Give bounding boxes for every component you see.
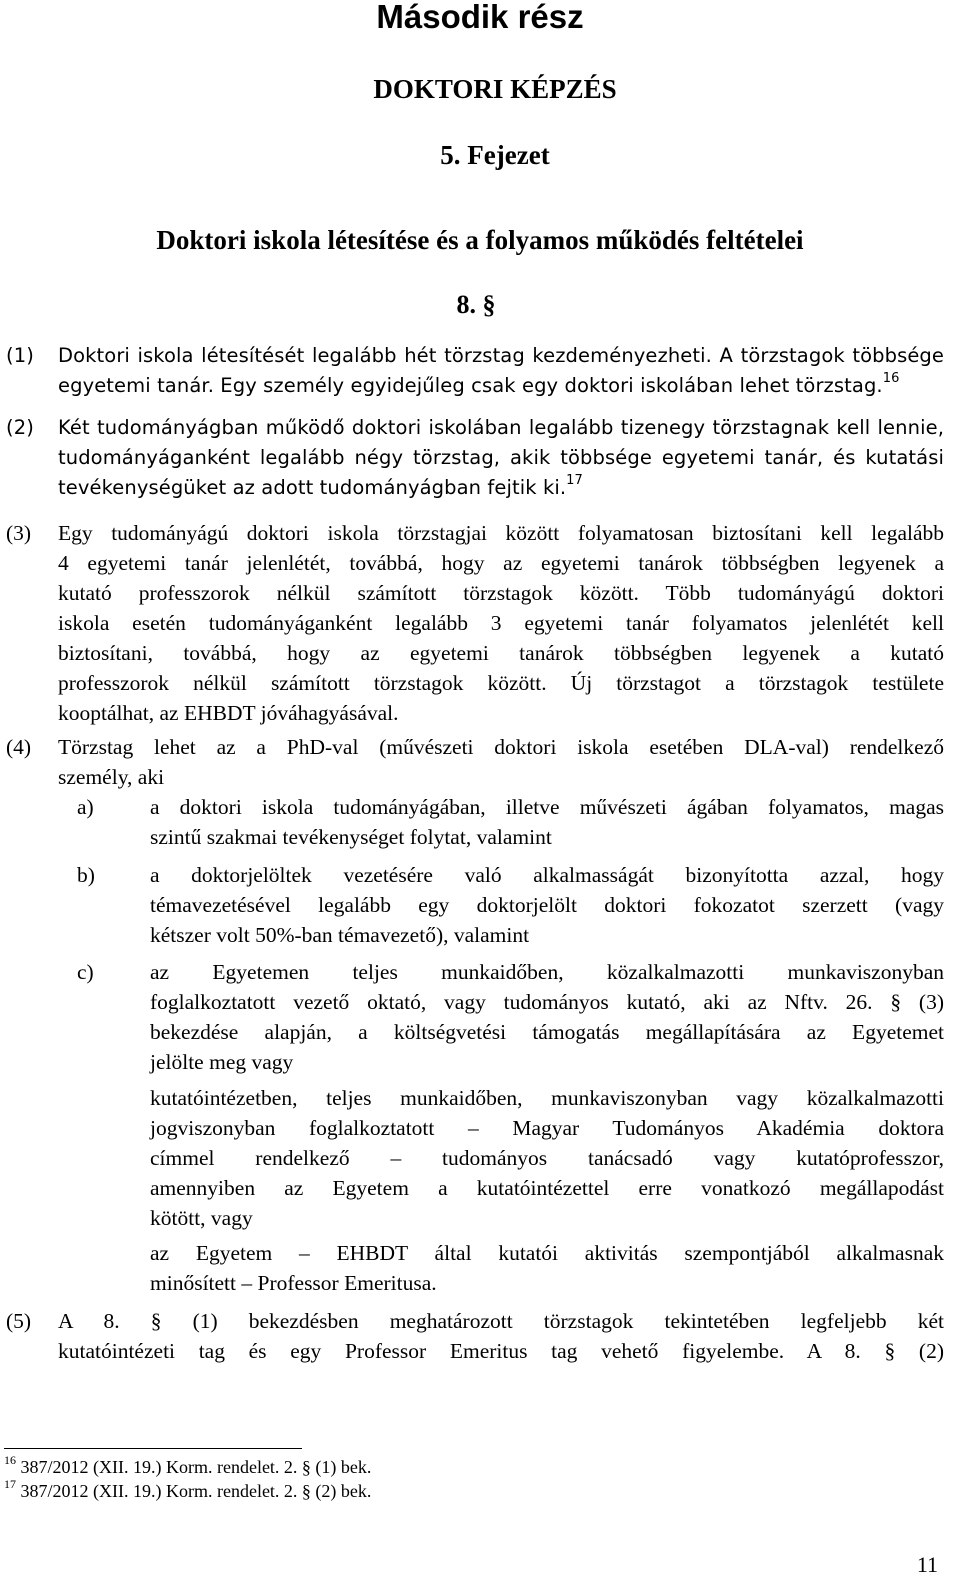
list-item-label: c) xyxy=(77,960,94,984)
page-number: 11 xyxy=(916,1552,938,1577)
section-title: DOKTORI KÉPZÉS xyxy=(373,74,617,104)
footnote-marker: 17 xyxy=(4,1477,16,1491)
list-item-line: a doktorjelöltek vezetésére való alkalmasságát bizonyította azzal, hogy xyxy=(150,863,944,887)
list-item-line: címmel rendelkező – tudományos tanácsadó vagy kutatóprofesszor, xyxy=(150,1146,944,1170)
paragraph-line: kutatóintézeti tag és egy Professor Emeritus tag vehető figyelembe. A 8. § (2) xyxy=(58,1339,944,1363)
list-item-label: a) xyxy=(77,795,94,819)
list-item-c-continuation-2 xyxy=(150,1238,944,1298)
paragraph-line: személy, aki xyxy=(58,765,165,789)
footnote-16 xyxy=(4,1453,372,1478)
list-item-line: a doktori iskola tudományágában, illetve művészeti ágában folyamatos, magas xyxy=(150,795,944,819)
chapter-title: 5. Fejezet xyxy=(440,140,550,170)
paragraph-line: kooptálhat, az EHBDT jóváhagyásával. xyxy=(58,701,399,725)
footnote-text: 387/2012 (XII. 19.) Korm. rendelet. 2. § (1) bek. xyxy=(20,1457,372,1477)
list-item-line: kutatóintézetben, teljes munkaidőben, munkaviszonyban vagy közalkalmazotti xyxy=(150,1086,944,1110)
paragraph-line: 4 egyetemi tanár jelenlétét, továbbá, hogy az egyetemi tanárok többségben legyenek a xyxy=(58,551,944,575)
list-item-line: amennyiben az Egyetem a kutatóintézettel erre vonatkozó megállapodást xyxy=(150,1176,944,1200)
paragraph-line: iskola esetén tudományáganként legalább 3 egyetemi tanár folyamatos jelenlétét kell xyxy=(58,611,944,635)
footnote-17 xyxy=(4,1477,372,1502)
paragraph-number: (2) xyxy=(6,416,34,439)
list-item-label: b) xyxy=(77,863,95,887)
paragraph-line: tevékenységüket az adott tudományágban fejtik ki.$^{17}$ xyxy=(58,472,583,499)
paragraph-line: Törzstag lehet az a PhD-val (művészeti doktori iskola esetében DLA-val) rendelkező xyxy=(58,735,944,759)
list-item-line: jogviszonyban foglalkoztatott – Magyar Tudományos Akadémia doktora xyxy=(150,1116,944,1140)
list-item-line: bekezdése alapján, a költségvetési támogatás megállapítására az Egyetemet xyxy=(150,1020,944,1044)
paragraph-line: egyetemi tanár. Egy személy egyidejűleg csak egy doktori iskolában lehet törzstag.$^{16}$ xyxy=(58,370,900,397)
list-item-line: szintű szakmai tevékenységet folytat, valamint xyxy=(150,825,552,849)
footnote-text: 387/2012 (XII. 19.) Korm. rendelet. 2. § (2) bek. xyxy=(20,1481,372,1501)
list-item-line: jelölte meg vagy xyxy=(150,1050,294,1074)
list-item-line: foglalkoztatott vezető oktató, vagy tudományos kutató, aki az Nftv. 26. § (3) xyxy=(150,990,944,1014)
paragraph-number: (3) xyxy=(6,521,32,545)
paragraph-line: professzorok nélkül számított törzstagok között. Új törzstagot a törzstagok testülete xyxy=(58,671,944,695)
list-item-line: az Egyetemen teljes munkaidőben, közalkalmazotti munkaviszonyban xyxy=(150,960,944,984)
footnote-marker: 16 xyxy=(4,1453,16,1467)
list-item-line: kötött, vagy xyxy=(150,1206,253,1230)
paragraph-number: (5) xyxy=(6,1309,32,1333)
list-item-line: kétszer volt 50%-ban témavezető), valamint xyxy=(150,923,530,947)
paragraph-number: (4) xyxy=(6,735,32,759)
paragraph-line: tudományáganként legalább négy törzstag, akik többsége egyetemi tanár, és kutatási xyxy=(58,446,944,469)
list-item-line: minősített – Professor Emeritusa. xyxy=(150,1271,437,1295)
paragraph-heading: 8. § xyxy=(456,290,496,319)
paragraph-line: kutató professzorok nélkül számított törzstagok között. Több tudományágú doktori xyxy=(58,581,944,605)
paragraph-line: A 8. § (1) bekezdésben meghatározott törzstagok tekintetében legfeljebb két xyxy=(58,1309,944,1333)
part-title: Második rész xyxy=(376,0,584,35)
list-item-line: az Egyetem – EHBDT által kutatói aktivitás szempontjából alkalmasnak xyxy=(150,1241,944,1265)
list-item-c-continuation-1 xyxy=(150,1083,944,1233)
paragraph-line: Doktori iskola létesítését legalább hét törzstag kezdeményezheti. A törzstagok többsége xyxy=(58,344,944,367)
chapter-subtitle: Doktori iskola létesítése és a folyamos működés feltételei xyxy=(156,225,804,255)
footnote-ref: 16 xyxy=(882,370,900,386)
footnote-separator xyxy=(4,1448,302,1449)
paragraph-line: Egy tudományágú doktori iskola törzstagjai között folyamatosan biztosítani kell legalább xyxy=(58,521,944,545)
paragraph-line: biztosítani, továbbá, hogy az egyetemi tanárok többségben legyenek a kutató xyxy=(58,641,944,665)
paragraph-line: Két tudományágban működő doktori iskolában legalább tizenegy törzstagnak kell lennie, xyxy=(58,416,944,439)
footnote-ref: 17 xyxy=(566,472,583,488)
paragraph-number: (1) xyxy=(6,344,34,367)
list-item-line: témavezetésével legalább egy doktorjelölt doktori fokozatot szerzett (vagy xyxy=(150,893,944,917)
